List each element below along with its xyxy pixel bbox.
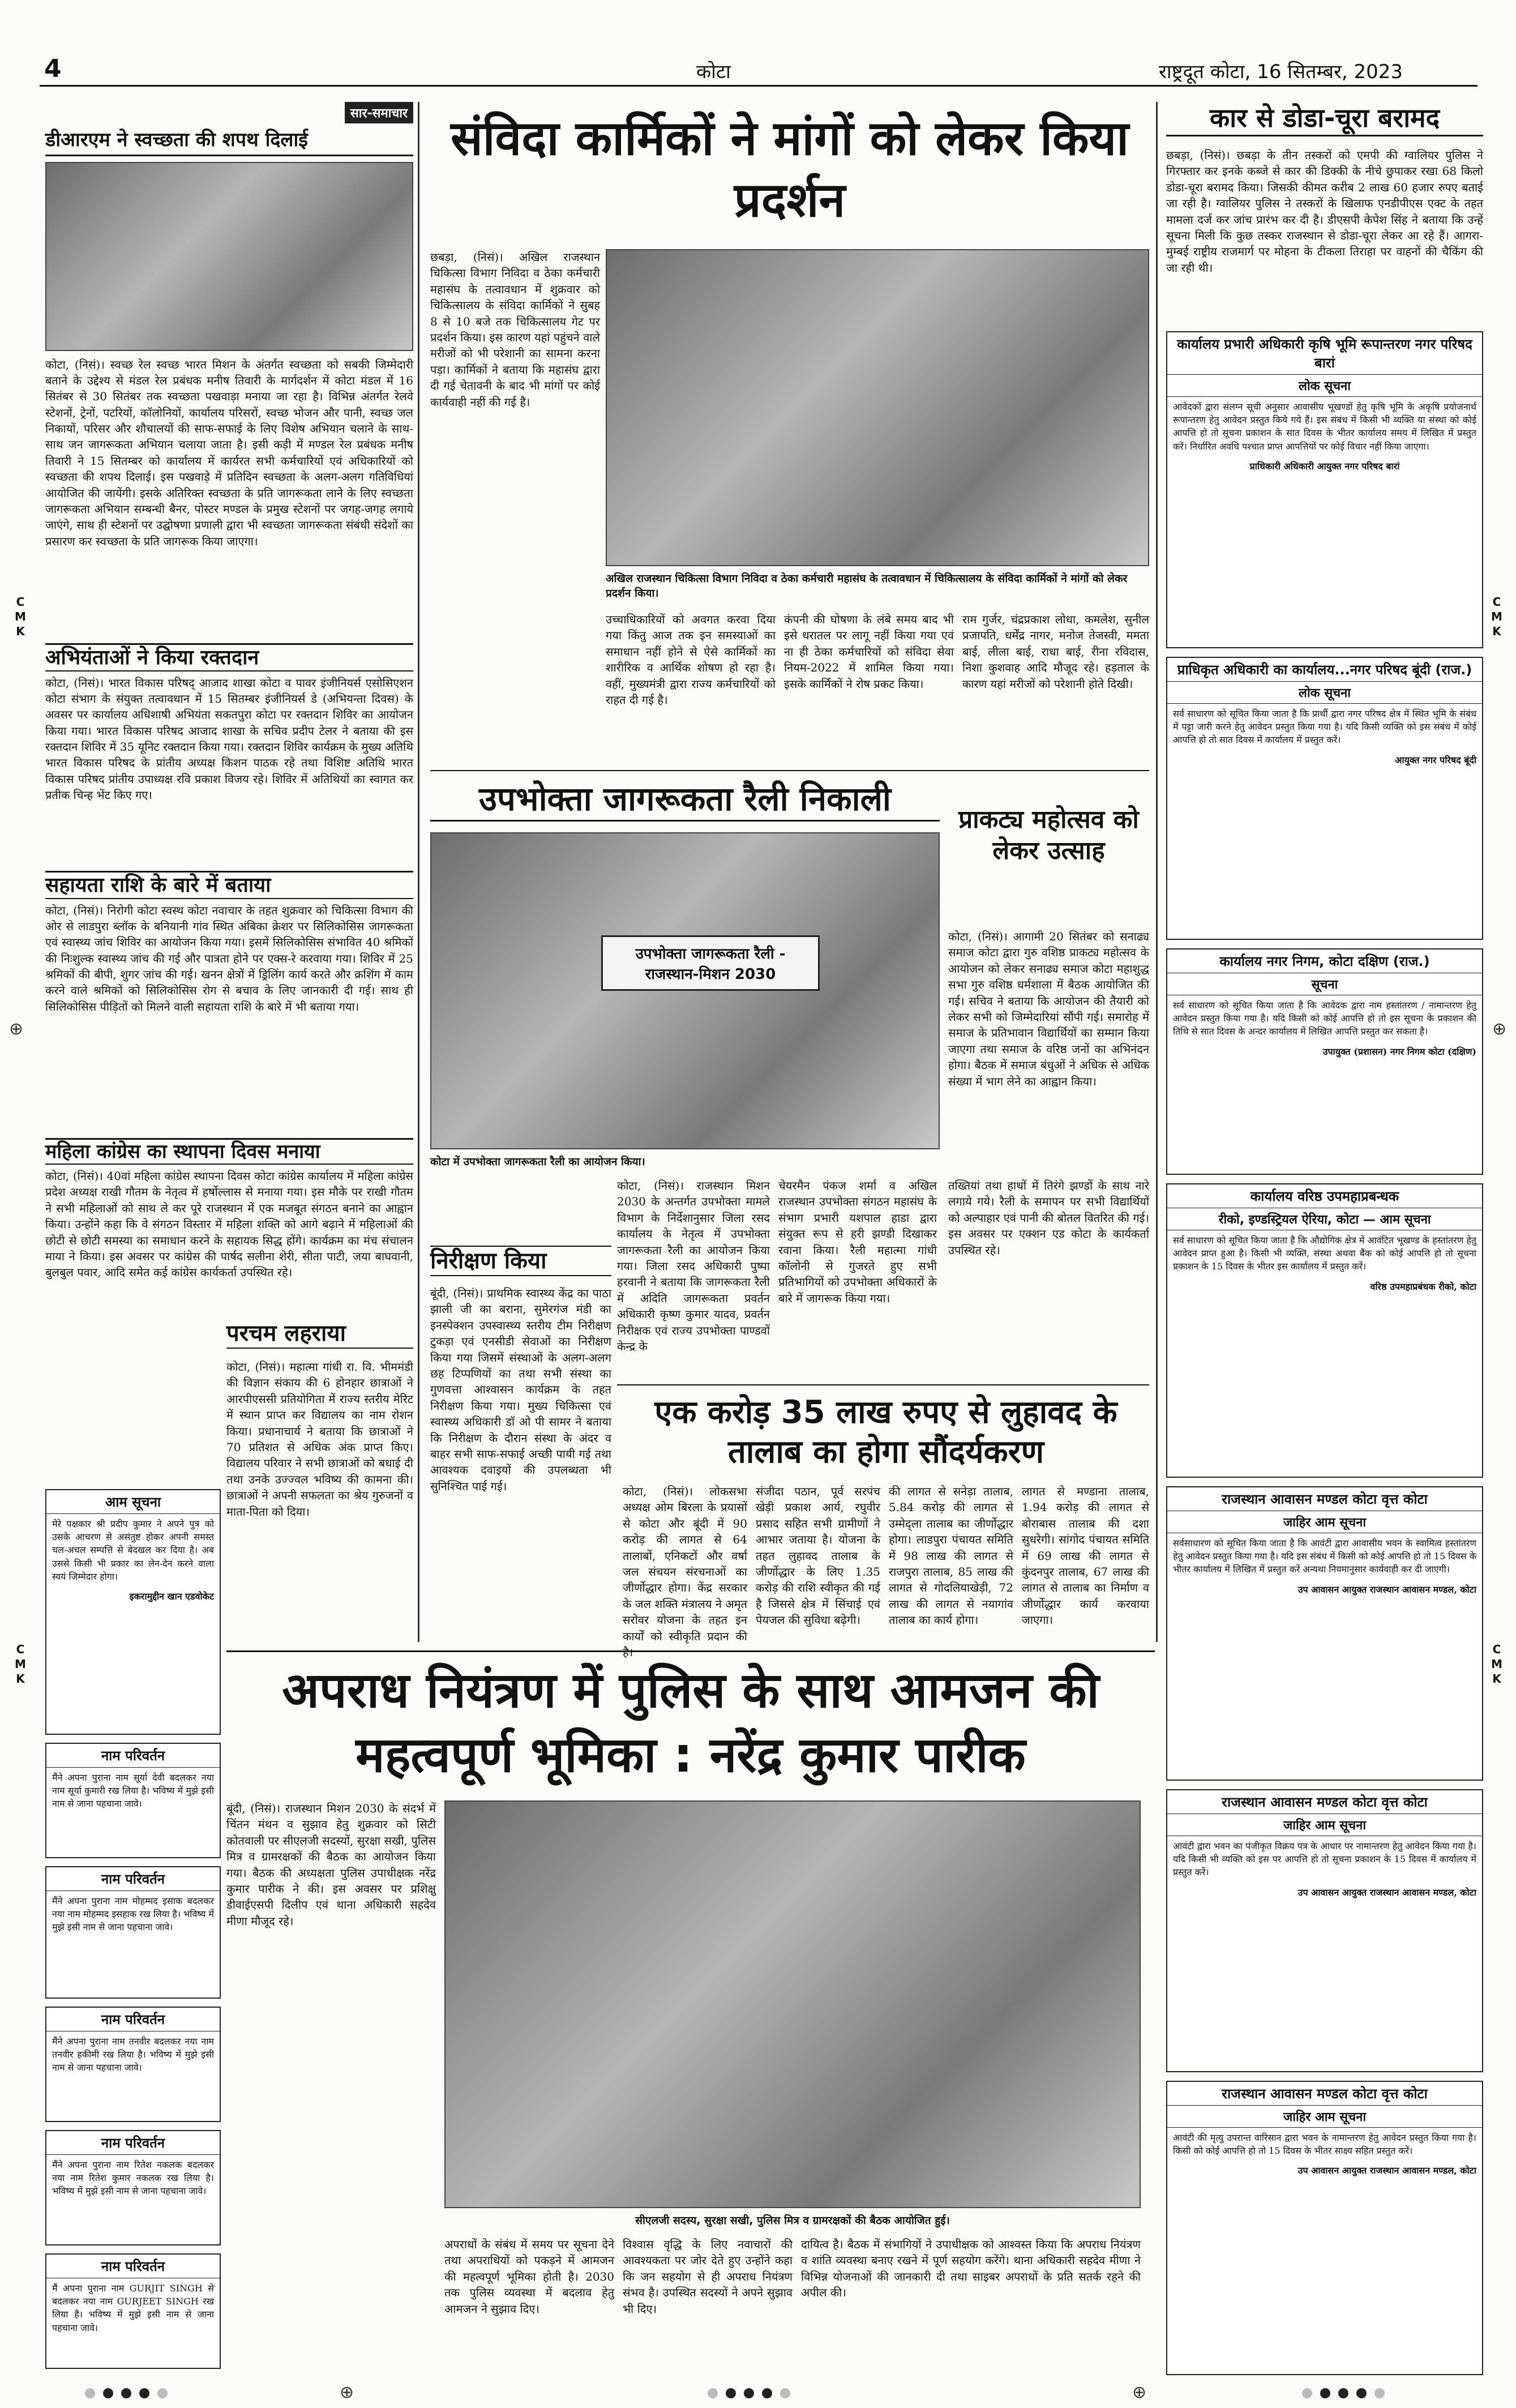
rally-body-c: तख्तियां तथा हाथों में तिरंगे झण्डों के साथ नारे लगाये गये। रैली के समापन पर सभी विद्यार्थियों को अल्पाहार एवं पानी की बोतल वितरित की गई। इस अवसर पर एक्शन एड कोटा के कार्यकर्ता उपस्थित रहे। — [948, 1178, 1149, 1382]
small-ad-1 — [45, 1489, 221, 1735]
cmk-mark-left-1: C M K — [15, 595, 26, 638]
color-bar-center — [708, 2388, 790, 2398]
rally-body-a: कोटा, (निसं)। राजस्थान मिशन 2030 के अन्तर्गत उपभोक्ता मामले विभाग के निर्देशानुसार जिला रसद कार्यालय के नेतृत्व में उपभोक्ता जागरूकता रैली का आयोजन किया गया। जिला रसद अधिकारी पुष्पा हरवानी ने बताया कि जागरूकता रैली में अदिति जागरूकता प्रवर्तन अधिकारी कृष्ण कुमार यादव, प्रवर्तन निरीक्षक एवं राज्य उपभोक्ता पाण्डवों केन्द्र के — [617, 1179, 770, 1353]
notice-subtitle: सूचना — [1167, 973, 1482, 995]
small-ad-title: नाम परिवर्तन — [46, 1744, 220, 1768]
notice-5 — [1166, 1486, 1483, 1781]
notice-subtitle: रीको, इण्डस्ट्रियल ऐरिया, कोटा — आम सूचना — [1167, 1208, 1482, 1230]
notice-7 — [1166, 2081, 1483, 2375]
drugs-body: छबड़ा, (निसं)। छबड़ा के तीन तस्करों को एमपी की ग्वालियर पुलिस ने गिरफ्तार कर इनके कब्जे से कार की डिक्की के नीचे छुपाकर रखा 68 किलो डोडा-चूरा बरामद किया। जिसकी कीमत करीब 2 लाख 60 हजार रुपए बताई जा रही है। ग्वालियर पुलिस ने तस्करों के खिलाफ एनडीपीएस एक्ट के तहत मामला दर्ज कर जांच प्रारंभ कर दी है। डीएसपी केपेश सिंह ने बताया कि उन्हें सूचना मिली कि कुछ तस्कर राजस्थान से डोडा-चूरा लेकर आ रहे हैं। आगरा-मुम्बई राष्ट्रीय राजमार्ग पर मोहना के टीकला तिराहा पर वाहनों की चैकिंग की जा रही थी। — [1166, 148, 1483, 275]
sar-samachar-label: सार-समाचार — [345, 102, 413, 123]
small-ad-title: नाम परिवर्तन — [46, 1867, 220, 1891]
drm-body: कोटा, (निसं)। स्वच्छ रेल स्वच्छ भारत मिशन के अंतर्गत स्वच्छता को सबकी जिम्मेदारी बताने के उद्देश्य से मंडल रेल प्रबंधक मनीष तिवारी के मार्गदर्शन में कोटा मंडल में 16 सितंबर से 30 सितंबर तक स्वच्छता पखवाड़ा मनाया जा रहा है। विभिन्न अंतर्गत रेलवे स्टेशनों, ट्रेनों, पटरियों, कॉलोनियों, कार्यालय परिसरों, स्वच्छ भोजन और पानी, स्वच्छ जल निकायों, परिसर और शौचालयों की साफ-सफाई के लिए विशेष अभियान चलाने के साथ-साथ जन जागरूकता अभियान चलाया जाता है। इसी कड़ी में मण्डल रेल प्रबंधक मनीष तिवारी ने 15 सितम्बर को कार्यालय में कार्यरत सभी कर्मचारियों एवं अधिकारियों को स्वच्छता की शपथ दिलाई। इस पखवाड़े में प्रतिदिन स्वच्छता के अलग-अलग गतिविधियां आयोजित की जायेंगी। इसके अतिरिक्त स्वच्छता के प्रति जागरूकता लाने के लिए स्वच्छता जागरूकता अभियान सम्बन्धी बैनर, पोस्टर मण्डल के प्रमुख स्टेशनों पर जगह-जगह लगाये जाएंगे, साथ ही स्टेशनों पर उद्घोषणा प्रणाली द्वारा भी स्वच्छता जागरूकता संबंधी संदेशों का प्रसारण कर स्वच्छता के प्रति जागरूक किया जाएगा। — [45, 357, 413, 548]
notice-body: सर्व साधारण को सूचित किया जाता है कि प्रार्थी द्वारा नगर परिषद क्षेत्र में स्थित भूमि के संबंध में पट्टा जारी करने हेतु आवेदन प्रस्तुत किया गया है। यदि किसी व्यक्ति को इस संबंध में कोई आपत्ति हो तो सात दिवस में कार्यालय में प्रस्तुत करें। — [1173, 708, 1476, 746]
main-story-body-b: उच्चाधिकारियों को अवगत करवा दिया गया किंतु आज तक इन समस्याओं का समाधान नहीं होने से ऐसे कार्मिकों का शारीरिक व आर्थिक शोषण हो रहा है। वहीं, मुख्यमंत्री द्वारा राज्य कर्मचारियों को राहत दी गई है। — [606, 613, 776, 707]
cmk-mark-left-2: C M K — [15, 1643, 26, 1686]
small-ad-body: मैंने अपना पुराना नाम रितेश नकलक बदलकर नया नाम रितेश कुमार नकलक रख लिया है। भविष्य में मुझे इसी नाम से जाना पहचाना जावे। — [52, 2159, 214, 2197]
notice-body: आवंटी द्वारा भवन का पंजीकृत विक्रय पत्र के आधार पर नामान्तरण हेतु आवेदन किया गया है। यदि किसी भी व्यक्ति को इस पर आपत्ति हो तो सूचना प्रकाशन के 15 दिवस में कार्यालय में प्रस्तुत करें। — [1173, 1841, 1476, 1878]
notice-subtitle: जाहिर आम सूचना — [1167, 1814, 1482, 1836]
police-body-a: बूंदी, (निसं)। राजस्थान मिशन 2030 के संदर्भ में चिंतन मंथन व सुझाव हेतु शुक्रवार को सिटी कोतवाली पर सीएलजी सदस्यों, सुरक्षा सखी, पुलिस मित्र व ग्रामरक्षकों की बैठक का आयोजन किया गया। बैठक की अध्यक्षता पुलिस उपाधीक्षक नरेंद्र कुमार पारीक ने की। इस अवसर पर प्रशिक्षु डीवाईएसपी दिलीप एवं थाना अधिकारी सहदेव मीणा मौजूद रहे। — [226, 1802, 436, 1928]
small-ad-4 — [45, 2007, 221, 2122]
color-dot — [762, 2388, 772, 2398]
notice-footer: उपायुक्त (प्रशासन) नगर निगम कोटा (दक्षिण) — [1322, 1046, 1476, 1057]
main-headline: संविदा कार्मिकों ने मांगों को लेकर किया प्रदर्शन — [450, 110, 1129, 228]
notice-subtitle: जाहिर आम सूचना — [1167, 2106, 1482, 2128]
police-body-b: अपराधों के संबंध में समय पर सूचना देने तथा अपराधियों को पकड़ने में आमजन की महत्वपूर्ण भूमिका होती है। 2030 तक पुलिस व्यवस्था में बदलाव हेतु आमजन ने सुझाव दिए। — [444, 2238, 614, 2316]
congress-headline: महिला कांग्रेस का स्थापना दिवस मनाया — [45, 1138, 413, 1165]
pond-headline: एक करोड़ 35 लाख रुपए से लुहावद के तालाब का होगा सौंदर्यकरण — [654, 1394, 1117, 1470]
small-ad-body: मैंने अपना पुराना नाम सूर्या देवी बदलकर नया नाम सूर्या कुमारी रख लिया है। भविष्य में मुझे इसी नाम से जाना पहचाना जावे। — [52, 1772, 214, 1810]
inspection-headline: निरीक्षण किया — [430, 1246, 611, 1276]
rule-above-police — [226, 1650, 1155, 1652]
rally-caption: कोटा में उपभोक्ता जागरूकता रैली का आयोजन किया। — [430, 1156, 645, 1168]
notice-title: राजस्थान आवासन मण्डल कोटा वृत्त कोटा — [1167, 1790, 1482, 1814]
rally-headline: उपभोक्ता जागरूकता रैली निकाली — [430, 779, 940, 822]
notice-footer: उप आवासन आयुक्त राजस्थान आवासन मण्डल, कोटा — [1297, 1584, 1476, 1595]
small-ad-body: मेरे पक्षकार श्री प्रदीप कुमार ने अपने पुत्र को उसके आचरण से असंतुष्ट होकर अपनी समस्त चल-अचल सम्पत्ति से बेदखल कर दिया है। अब उससे किसी भी प्रकार का लेन-देन करने वाला स्वयं जिम्मेदार होगा। — [52, 1519, 215, 1582]
color-dot — [1356, 2388, 1367, 2398]
color-dot — [157, 2388, 168, 2398]
rule-above-pond — [617, 1384, 1149, 1385]
engineers-body: कोटा, (निसं)। भारत विकास परिषद् आजाद शाखा कोटा व पावर इंजीनियर्स एसोसिएशन कोटा संभाग के संयुक्त तत्वावधान में 15 सितम्बर इंजीनियर्स डे (अभियन्ता दिवस) के अवसर पर कार्यालय अधिशाषी अभियंता सकतपुरा कोटा पर रक्तदान शिविर का आयोजन किया गया। भारत विकास परिषद आजाद शाखा के सचिव प्रदीप टेलर ने बताया की इस रक्तदान शिविर में 35 यूनिट रक्तदान किया गया। रक्तदान शिविर कार्यक्रम के मुख्य अतिथि भारत विकास परिषद के प्रांतीय अध्यक्ष किशन पाठक रहे तथा विशिष्ट अतिथि भारत विकास परिषद प्रांतीय उपाध्यक्ष रवि प्रकाश विजय रहे। शिविर में अतिथियों का स्वागत कर प्रतीक चिन्ह भेंट किए गए। — [45, 675, 413, 802]
color-dot — [1374, 2388, 1385, 2398]
sar-samachar-block — [45, 102, 413, 1389]
notice-body: आवंटी की मृत्यु उपरान्त वारिसान द्वारा भवन के नामान्तरण हेतु आवेदन प्रस्तुत किया गया है। किसी को कोई आपत्ति हो तो 15 दिवस के भीतर साक्ष्य सहित प्रस्तुत करें। — [1173, 2132, 1476, 2157]
police-body-c: विश्वास वृद्धि के लिए नवाचारों की आवश्यकता पर जोर देते हुए उन्होंने कहा कि जन सहयोग से ही अपराध नियंत्रण संभव है। उपस्थित सदस्यों ने अपने सुझाव भी दिए। — [623, 2238, 793, 2316]
drm-headline: डीआरएम ने स्वच्छता की शपथ दिलाई — [45, 128, 413, 156]
column-rule-right — [1156, 102, 1158, 1642]
notice-footer: उप आवासन आयुक्त राजस्थान आवासन मण्डल, कोटा — [1297, 1887, 1476, 1898]
small-ad-footer: इकरामुद्दीन खान एडवोकेट — [129, 1590, 214, 1602]
small-ad-title: नाम परिवर्तन — [46, 2131, 220, 2155]
notice-footer: उप आवासन आयुक्त राजस्थान आवासन मण्डल, कोटा — [1297, 2165, 1476, 2176]
color-bar-left — [85, 2388, 168, 2398]
notice-1 — [1166, 331, 1483, 648]
notice-footer: प्राधिकारी अधिकारी आयुक्त नगर परिषद बारां — [1249, 460, 1400, 472]
small-ad-title: आम सूचना — [46, 1490, 220, 1514]
notice-footer: वरिष्ठ उपमहाप्रबंधक रीको, कोटा — [1370, 1281, 1476, 1292]
city-label: कोटा — [696, 61, 731, 83]
help-headline: सहायता राशि के बारे में बताया — [45, 871, 413, 899]
cmk-mark-right-2: C M K — [1491, 1643, 1502, 1686]
color-dot — [726, 2388, 736, 2398]
small-ad-title: नाम परिवर्तन — [46, 2255, 220, 2278]
color-dot — [103, 2388, 113, 2398]
main-story-body-a: छबड़ा, (निसं)। अखिल राजस्थान चिकित्सा विभाग निविदा व ठेका कर्मचारी महासंघ के तत्वावधान में शुक्रवार को चिकित्सालय के संविदा कार्मिकों ने सुबह 8 से 10 बजे तक चिकित्सालय गेट पर प्रदर्शन किया। इस कारण यहां पहुंचने वाले मरीजों को भी परेशानी का सामना करना पड़ा। कार्मिकों ने बताया कि महासंघ द्वारा दी गई चेतावनी के बाद भी मांगों पर कोई कार्यवाही नहीं की गई है। — [430, 250, 600, 409]
registration-mark-bottom-1: ⊕ — [340, 2383, 354, 2402]
main-story-body-c: कंपनी की घोषणा के लंबे समय बाद भी इसे धरातल पर लागू नहीं किया गया एवं ना ही ठेका कर्मचारियों को संविदा सेवा नियम-2022 में शामिल किया गया। इसके कार्मिकों ने रोष प्रकट किया। — [784, 613, 954, 691]
notice-subtitle: लोक सूचना — [1167, 682, 1482, 704]
color-dot — [780, 2388, 790, 2398]
notice-body: सर्व साधारण को सूचित किया जाता है कि औद्योगिक क्षेत्र में आवंटित भूखण्ड के हस्तांतरण हेतु आवेदन प्राप्त हुआ है। किसी भी व्यक्ति, संस्था अथवा बैंक को कोई आपत्ति हो तो सूचना प्रकाशन के 15 दिवस के भीतर इस कार्यालय में प्रस्तुत करें। — [1173, 1235, 1476, 1272]
meeting-caption: सीएलजी सदस्य, सुरक्षा सखी, पुलिस मित्र व ग्रामरक्षकों की बैठक आयोजित हुई। — [635, 2214, 950, 2227]
rally-banner: उपभोक्ता जागरूकता रैली - राजस्थान-मिशन 2030 — [601, 935, 820, 991]
flag-headline: परचम लहराया — [226, 1319, 413, 1349]
main-story-body-d: राम गुर्जर, चंद्रप्रकाश लोधा, कमलेश, सुनील प्रजापति, धर्मेंद्र नागर, मनोज तेजस्वी, ममता बाई, लीला बाई, राधा बाई, रीना रविदास, निशा कुशवाह आदि मौजूद रहे। हड़ताल के कारण यहां मरीजों को परेशानी होते दिखी। — [962, 613, 1149, 691]
notice-footer: आयुक्त नगर परिषद बूंदी — [1395, 754, 1476, 765]
notice-3 — [1166, 948, 1483, 1175]
column-rule-left — [418, 102, 419, 1642]
small-ad-2 — [45, 1743, 221, 1858]
police-body-d: दायित्व है। बैठक में संभागियों ने उपाधीक्षक को आश्वस्त किया कि अपराध नियंत्रण व शांति व्यवस्था बनाए रखने में पूर्ण सहयोग करेंगे। थाना अधिकारी सहदेव मीणा ने विभिन्न योजनाओं की जानकारी दी तथा साइबर अपराधों के प्रति सतर्क रहने की अपील की। — [801, 2238, 1141, 2300]
meeting-photo — [444, 1800, 1141, 2208]
page-number: 4 — [44, 54, 62, 83]
notice-title: कार्यालय प्रभारी अधिकारी कृषि भूमि रूपान्तरण नगर परिषद बारां — [1167, 332, 1482, 375]
small-ad-body: मैंने अपना पुराना नाम तनवीर बदलकर नया नाम तनवीर हकीमी रख लिया है। भविष्य में मुझे इसी नाम से जाना पहचाना जावे। — [52, 2036, 214, 2073]
small-ad-title: नाम परिवर्तन — [46, 2008, 220, 2031]
notice-title: कार्यालय वरिष्ठ उपमहाप्रबन्धक — [1167, 1184, 1482, 1208]
pond-body-d: लागत से मण्डाना तालाब, 1.94 करोड़ की लागत से बोराबास तालाब की दशा सुधरेगी। सांगोद पंचायत समिति में 69 लाख की लागत से कुंदनपुर तालाब, 67 लाख की लागत से तालाब का निर्माण व जीर्णोद्धार कार्य करवाया जाएगा। — [1022, 1485, 1149, 1627]
pond-body-a: कोटा, (निसं)। लोकसभा अध्यक्ष ओम बिरला के प्रयासों से कोटा और बूंदी में 90 करोड़ की लागत से 64 तालाबों, एनिकटों और वर्षा जल संचयन संरचनाओं का जीर्णोद्धार होगा। केंद्र सरकार के जल शक्ति मंत्रालय ने अमृत सरोवर योजना के तहत इन कार्यों को स्वीकृति प्रदान की — [623, 1485, 747, 1643]
small-ad-body: मैं अपना पुराना नाम GURJIT SINGH से बदलकर नया नाम GURJEET SINGH रख लिया है। भविष्य में मुझे इसी नाम से जाना पहचाना जावे। — [52, 2283, 214, 2333]
notice-title: राजस्थान आवासन मण्डल कोटा वृत्त कोटा — [1167, 2082, 1482, 2106]
notice-4 — [1166, 1183, 1483, 1478]
color-dot — [1338, 2388, 1348, 2398]
notice-6 — [1166, 1789, 1483, 2072]
pond-body-b: संजीदा पठान, पूर्व सरपंच खेड़ी प्रकाश आर्य, रघुवीर प्रसाद सहित सभी ग्रामीणों ने आभार जताया है। योजना के तहत लुहावद तालाब के जीर्णोद्धार के लिए 1.35 करोड़ की राशि स्वीकृत की गई है जिससे क्षेत्र में सिंचाई एवं पेयजल की सुविधा बढ़ेगी। — [756, 1485, 880, 1627]
drm-photo — [45, 162, 413, 351]
cmk-mark-right-1: C M K — [1491, 595, 1502, 638]
engineers-headline: अभियंताओं ने किया रक्तदान — [45, 643, 413, 671]
rule-under-main — [430, 770, 1149, 771]
flag-body: कोटा, (निसं)। महात्मा गांधी रा. वि. भीममंडी की विज्ञान संकाय की 6 होनहार छात्राओं ने आरपीएससी प्रतियोगिता में राज्य स्तरीय मेरिट में स्थान प्राप्त कर विद्यालय का नाम रोशन किया। प्रधानाचार्य ने बताया कि छात्राओं ने 70 प्रतिशत से अधिक अंक प्राप्त किए। विद्यालय परिवार ने सभी छात्राओं को बधाई दी तथा उनके उज्ज्वल भविष्य की कामना की। छात्राओं ने अपनी सफलता का श्रेय गुरुजनों व माता-पिता को दिया। — [226, 1360, 413, 1519]
color-dot — [139, 2388, 149, 2398]
notice-subtitle: जाहिर आम सूचना — [1167, 1511, 1482, 1533]
small-ad-3 — [45, 1866, 221, 1999]
notice-title: कार्यालय नगर निगम, कोटा दक्षिण (राज.) — [1167, 949, 1482, 973]
pond-body-c: की लागत से सनेड़ा तालाब, 5.84 करोड़ की लागत से उम्मेद्ला तालाब का जीर्णोद्धार होगा। लाडपुरा पंचायत समिति में 98 लाख की लागत से राजपुरा तालाब, 85 लाख की लागत से गोदलियाखेड़ी, 72 लाख की लागत से नयागांव तालाब का कार्य होगा। — [889, 1485, 1013, 1627]
notice-body: आवेदकों द्वारा संलग्न सूची अनुसार आवासीय भूखण्डों हेतु कृषि भूमि के अकृषि प्रयोजनार्थ रूपान्तरण हेतु आवेदन प्रस्तुत किये गये हैं। इस संबंध में किसी भी व्यक्ति या संस्था को कोई आपत्ति हो तो सूचना प्रकाशन के सात दिवस के भीतर कार्यालय समय में लिखित में प्रस्तुत करें। निर्धारित अवधि पश्चात प्राप्त आपत्तियों पर कोई विचार नहीं किया जाएगा। — [1173, 401, 1476, 452]
festival-headline: प्राकट्य महोत्सव को लेकर उत्साह — [958, 805, 1139, 865]
notice-body: सर्व साधारण को सूचित किया जाता है कि आवेदक द्वारा नाम हस्तांतरण / नामान्तरण हेतु आवेदन प्रस्तुत किया गया है। यदि किसी को कोई आपत्ति हो तो इस सूचना के प्रकाशन की तिथि से सात दिवस के अन्दर कार्यालय में लिखित आपत्ति प्रस्तुत कर सकता है। — [1173, 1000, 1476, 1037]
color-dot — [85, 2388, 95, 2398]
registration-mark-bottom-2: ⊕ — [1132, 2383, 1147, 2402]
color-dot — [744, 2388, 754, 2398]
help-body: कोटा, (निसं)। निरोगी कोटा स्वस्थ कोटा नवाचार के तहत शुक्रवार को चिकित्सा विभाग की ओर से लाडपुरा ब्लॉक के बनियानी गांव स्थित अंबिका क्रेशर पर सिलिकोसिस जागरूकता एवं स्वास्थ्य जांच शिविर का आयोजन किया गया। इसमें सिलिकोसिस संभावित 40 श्रमिकों की निःशुल्क स्वास्थ्य जांच की गई और पात्रता होने पर एक्स-रे करवाया गया। शिविर में 25 श्रमिकों की बीपी, शुगर जांच की गई। खनन क्षेत्रों में ड्रिलिंग कार्य करते और क्रशिंग में काम करने वाले श्रमिकों को सिलिकोसिस रोग से बचाव के लिए जानकारी दी गई। साथ ही सिलिकोसिस पीड़ितों को मिलने वाली सहायता राशि के बारे में भी बताया गया। — [45, 903, 413, 1013]
registration-mark-right: ⊕ — [1492, 1019, 1507, 1039]
festival-body: कोटा, (निसं)। आगामी 20 सितंबर को सनाढ्य समाज कोटा द्वारा गुरु वशिष्ठ प्राकट्य महोत्सव के आयोजन को लेकर सनाढ्य समाज कोटा महाशुद्ध सभा गुरु वशिष्ठ धर्मशाला में बैठक आयोजित की गई। सचिव ने बताया कि आयोजन की तैयारी को लेकर सभी को जिम्मेदारियां सौंपी गई। समारोह में समाज के प्रतिभावान विद्यार्थियों का सम्मान किया जाएगा तथा समाज के वरिष्ठ जनों का अभिनंदन होगा। बैठक में समाज बंधुओं ने अधिक से अधिक संख्या में भाग लेने का आह्वान किया। — [948, 930, 1149, 1088]
color-bar-right — [1302, 2388, 1385, 2398]
color-dot — [1320, 2388, 1330, 2398]
drugs-headline: कार से डोडा-चूरा बरामद — [1166, 102, 1483, 136]
rally-body-b: चेयरमैन पंकज शर्मा व अखिल राजस्थान उपभोक्ता संगठन महासंघ के संभाग प्रभारी यशपाल हाडा द्वारा संयुक्त रूप से हरी झण्डी दिखाकर रवाना किया। रैली महात्मा गांधी कॉलोनी से गुजरते हुए सभी प्रतिभागियों को उपभोक्ता अधिकारों के बारे में जागरूक किया गया। — [778, 1179, 937, 1305]
notice-body: सर्वसाधारण को सूचित किया जाता है कि आवंटी द्वारा आवासीय भवन के स्वामित्व हस्तांतरण हेतु आवेदन प्रस्तुत किया गया है। यदि इस संबंध में किसी को कोई आपत्ति हो तो 15 दिवस के भीतर कार्यालय में लिखित में प्रस्तुत करें अन्यथा नियमानुसार कार्यवाही कर दी जाएगी। — [1173, 1538, 1476, 1575]
color-dot — [121, 2388, 131, 2398]
congress-body: कोटा, (निसं)। 40वां महिला कांग्रेस स्थापना दिवस कोटा कांग्रेस कार्यालय में महिला कांग्रेस प्रदेश अध्यक्ष राखी गौतम के नेतृत्व में हर्षोल्लास से मनाया गया। इस मौके पर राखी गौतम ने सभी महिलाओं को साथ ले कर पूरे राजस्थान में एक मजबूत संगठन बनाने का आह्वान किया। उन्होंने कहा कि वे संगठन विस्तार में महिला शक्ति को आगे बढ़ाने में महिलाओं की छोटी से छोटी समस्या का समाधान करने के सहायक सिद्ध होंगे। कार्यक्रम का मंच संचालन माया ने किया। इस अवसर पर कांग्रेस की पार्षद सलीना शेरी, सीता पाटी, जया बाघवानी, बुलबुल पवार, आदि समेत कई कांग्रेस कार्यकर्ता उपस्थित रहे। — [45, 1169, 413, 1280]
header-rule — [40, 85, 1478, 87]
color-dot — [708, 2388, 718, 2398]
protest-caption: अखिल राजस्थान चिकित्सा विभाग निविदा व ठेका कर्मचारी महासंघ के तत्वावधान में चिकित्सालय के संविदा कार्मिकों ने मांगों को लेकर प्रदर्शन किया। — [606, 572, 1128, 600]
registration-mark-left: ⊕ — [9, 1019, 24, 1039]
notice-title: प्राधिकृत अधिकारी का कार्यालय...नगर परिषद बूंदी (राज.) — [1167, 658, 1482, 682]
date-line: राष्ट्रदूत कोटा, 16 सितम्बर, 2023 — [1158, 61, 1403, 83]
small-ad-5 — [45, 2130, 221, 2246]
police-headline: अपराध नियंत्रण में पुलिस के साथ आमजन की महत्वपूर्ण भूमिका : नरेंद्र कुमार पारीक — [282, 1662, 1099, 1783]
protest-photo — [606, 249, 1149, 566]
rally-photo — [430, 832, 940, 1149]
small-ad-6 — [45, 2253, 221, 2369]
notice-subtitle: लोक सूचना — [1167, 375, 1482, 397]
notice-title: राजस्थान आवासन मण्डल कोटा वृत्त कोटा — [1167, 1487, 1482, 1511]
inspection-body: बूंदी, (निसं)। प्राथमिक स्वास्थ्य केंद्र का पाठा झाली जी का बराना, सुमेरगंज मंडी का इनस्पेक्शन उपस्वास्थ्य स्तरीय टीम निरीक्षण टुकड़ा एवं एनसीडी सेवाओं का निरीक्षण किया गया जिसमें संस्थाओं के अलग-अलग छह टिप्पणियों का तथा सभी संस्था का गुणवत्ता आश्वासन कार्यक्रम के तहत निरीक्षण किया गया। मुख्य चिकित्सा एवं स्वास्थ्य अधिकारी डॉ ओ पी सामर ने बताया कि निरीक्षण के दौरान संस्था के अंदर व बाहर सभी साफ-सफाई अच्छी पायी गई तथा आवश्यक दवाइयों की उपलब्धता भी सुनिश्चित पाई गई। — [430, 1286, 611, 1493]
small-ad-body: मैंने अपना पुराना नाम मोहम्मद इसाक बदलकर नया नाम मोहम्मद इसहाक रख लिया है। भविष्य में मुझे इसी नाम से जाना पहचाना जावे। — [52, 1896, 214, 1933]
small-ads-column — [45, 1489, 221, 2369]
color-dot — [1302, 2388, 1312, 2398]
notice-2 — [1166, 657, 1483, 940]
